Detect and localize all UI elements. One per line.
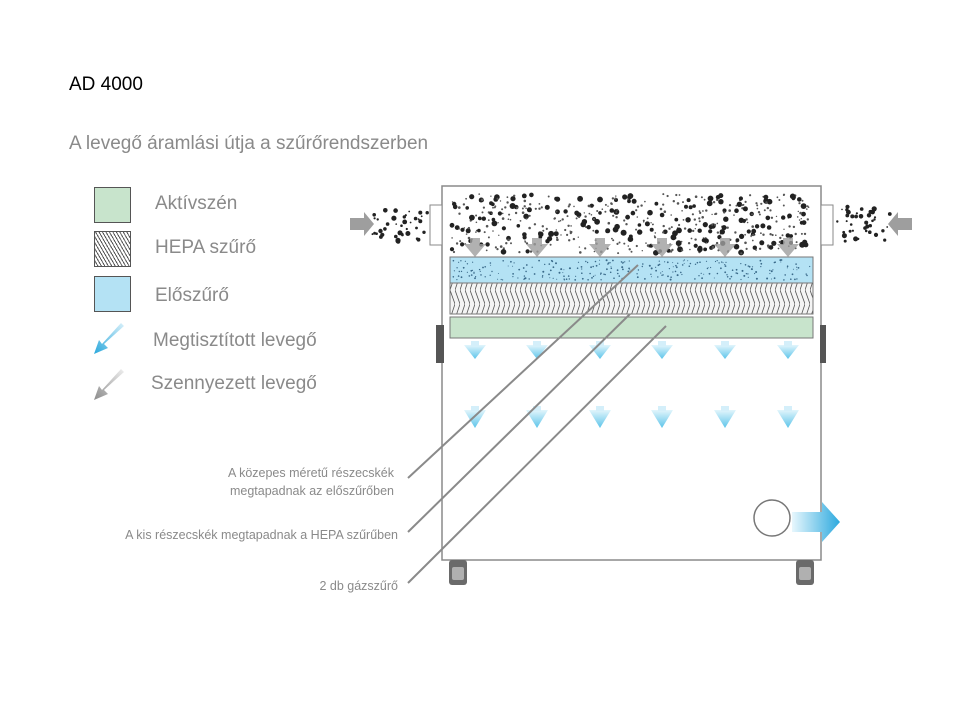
legend-label-dirty-air: Szennyezett levegő — [151, 373, 317, 394]
page-title: AD 4000 — [69, 74, 143, 95]
callout-gas-filter: 2 db gázszűrő — [319, 579, 398, 593]
fan-icon — [754, 500, 790, 536]
activated-carbon-layer — [450, 317, 813, 338]
callout-medium-particles — [170, 464, 394, 500]
callout-small-particles: A kis részecskék megtapadnak a HEPA szűrűben — [125, 528, 398, 542]
callout-medium-line2: megtapadnak az előszűrőben — [229, 484, 394, 498]
callout-medium-line1: A közepes méretű részecskék — [227, 466, 394, 480]
right-inflow-arrow-icon — [888, 212, 912, 236]
legend-label-hepa: HEPA szűrő — [155, 237, 257, 258]
wheels — [449, 560, 814, 585]
left-inflow-arrow-icon — [350, 212, 374, 236]
hepa-filter-layer — [450, 283, 813, 314]
legend-label-prefilter: Előszűrő — [155, 285, 229, 306]
right-handle — [820, 325, 826, 363]
diagram-subtitle: A levegő áramlási útja a szűrőrendszerben — [69, 133, 429, 154]
legend-label-clean-air: Megtisztított levegő — [153, 330, 317, 351]
legend-label-activated-carbon: Aktívszén — [155, 193, 238, 214]
left-handle — [436, 325, 444, 363]
